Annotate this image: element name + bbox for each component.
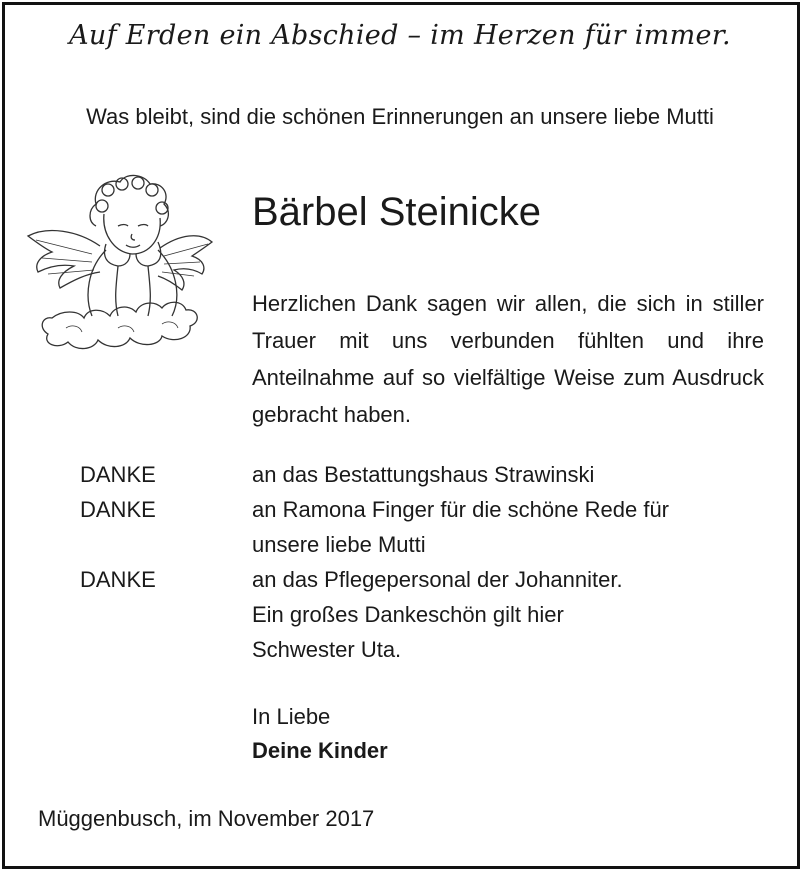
danke-label: DANKE: [80, 462, 156, 487]
danke-line: Schwester Uta.: [252, 637, 402, 662]
closing-greeting: In Liebe: [252, 704, 331, 729]
danke-line: unsere liebe Mutti: [252, 532, 426, 557]
danke-line: an das Pflegepersonal der Johanniter.: [252, 567, 623, 592]
obituary-frame: [2, 2, 800, 869]
closing-signature: Deine Kinder: [252, 738, 388, 763]
headline: Auf Erden ein Abschied – im Herzen für immer.: [69, 20, 731, 51]
danke-line: Ein großes Dankeschön gilt hier: [252, 602, 564, 627]
subline: Was bleibt, sind die schönen Erinnerungen an unsere liebe Mutti: [86, 104, 714, 129]
danke-label: DANKE: [80, 497, 156, 522]
cherub-angel-icon: [22, 168, 214, 353]
place-date: Müggenbusch, im November 2017: [38, 806, 375, 831]
danke-line: an das Bestattungshaus Strawinski: [252, 462, 595, 487]
danke-label: DANKE: [80, 567, 156, 592]
thanks-paragraph: Herzlichen Dank sagen wir allen, die sich in stiller Trauer mit uns verbunden fühlten und ihre Anteilnahme auf so vielfältige Weise zum Ausdruck gebracht haben.: [252, 291, 764, 427]
danke-line: an Ramona Finger für die schöne Rede für: [252, 497, 670, 522]
deceased-name: Bärbel Steinicke: [252, 190, 542, 234]
